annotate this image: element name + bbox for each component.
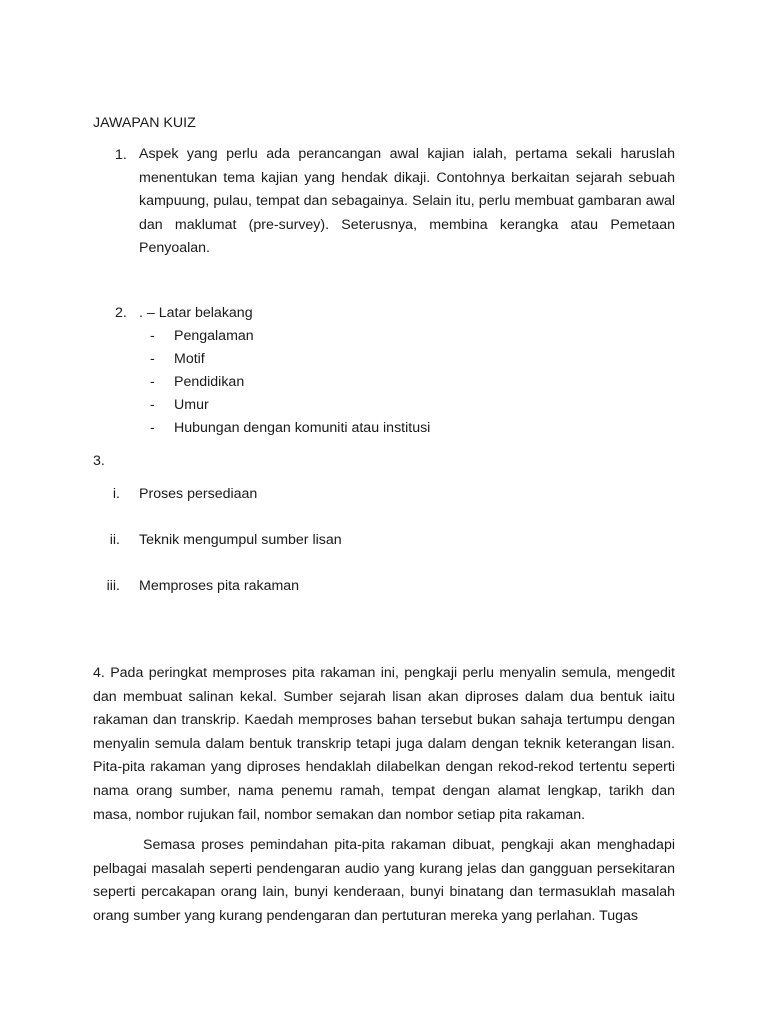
q2-item: Motif <box>174 351 205 367</box>
q3-numeral: i. <box>112 486 120 502</box>
q2-bullet: - <box>150 328 155 344</box>
q3-item: Proses persediaan <box>139 486 258 502</box>
q2-item: Pengalaman <box>174 328 254 344</box>
q1-number: 1. <box>115 147 127 163</box>
q3-item: Teknik mengumpul sumber lisan <box>139 532 342 548</box>
q2-item: Umur <box>174 397 209 413</box>
q1-answer: Aspek yang perlu ada perancangan awal kajian ialah, pertama sekali haruslah menentukan tema kajian yang hendak dikaji. Contohnya berkaitan sejarah sebuah kampuung, pulau, tempat dan sebagainya. Selain itu, perlu membuat gambaran awal dan maklumat (pre-survey). Seterusnya, membina kerangka atau Pemetaan Penyoalan. <box>139 146 675 257</box>
document-title: JAWAPAN KUIZ <box>93 115 196 131</box>
q2-bullet: - <box>150 397 155 413</box>
q2-number: 2. <box>115 305 127 321</box>
q2-heading: . – Latar belakang <box>139 305 253 321</box>
q2-item: Hubungan dengan komuniti atau institusi <box>174 420 431 436</box>
q3-item: Memproses pita rakaman <box>139 578 300 594</box>
q2-bullet: - <box>150 420 155 436</box>
q2-bullet: - <box>150 351 155 367</box>
q2-item: Pendidikan <box>174 374 245 390</box>
q2-bullet: - <box>150 374 155 390</box>
q3-numeral: iii. <box>106 578 120 594</box>
q4-paragraph: 4. Pada peringkat memproses pita rakaman ini, pengkaji perlu menyalin semula, mengedit dan membuat salinan kekal. Sumber sejarah lisan akan diproses dalam dua bentuk iaitu rakaman dan transkrip. Kaedah memproses bahan tersebut bukan sahaja tertumpu dengan menyalin semula dalam bentuk transkrip tetapi juga dalam dengan teknik keterangan lisan. Pita-pita rakaman yang diproses hendaklah dilabelkan dengan rekod-rekod tertentu seperti nama orang sumber, nama penemu ramah, tempat dengan alamat lengkap, tarikh dan masa, nombor rujukan fail, nombor semakan dan nombor setiap pita rakaman. <box>93 665 675 823</box>
q4-paragraph: Semasa proses pemindahan pita-pita rakaman dibuat, pengkaji akan menghadapi pelbagai masalah seperti pendengaran audio yang kurang jelas dan gangguan persekitaran seperti percakapan orang lain, bunyi kenderaan, bunyi binatang dan termasuklah masalah orang sumber yang kurang pendengaran dan pertuturan mereka yang perlahan. Tugas <box>93 837 675 924</box>
q3-numeral: ii. <box>109 532 120 548</box>
q3-number: 3. <box>93 453 105 469</box>
